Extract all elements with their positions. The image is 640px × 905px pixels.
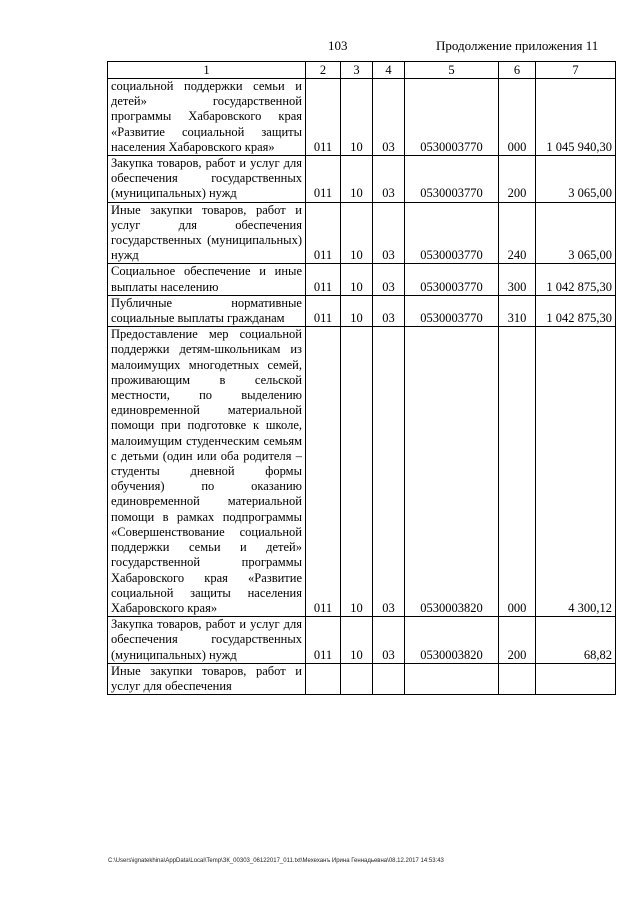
row-code-subsection: 03 [373, 79, 405, 156]
row-code-target [405, 663, 499, 694]
row-code-subsection [373, 663, 405, 694]
row-code-admin: 011 [306, 156, 341, 203]
row-amount: 3 065,00 [536, 156, 616, 203]
column-header: 5 [405, 62, 499, 79]
row-code-section: 10 [341, 617, 373, 664]
column-header: 7 [536, 62, 616, 79]
column-header: 1 [108, 62, 306, 79]
row-amount: 68,82 [536, 617, 616, 664]
row-code-subsection: 03 [373, 156, 405, 203]
row-code-expense: 000 [499, 79, 536, 156]
table-row [108, 617, 616, 664]
row-name: Публичные нормативные социальные выплаты гражданам [108, 295, 306, 326]
row-code-expense: 200 [499, 156, 536, 203]
row-code-target: 0530003770 [405, 156, 499, 203]
row-name: Иные закупки товаров, работ и услуг для обеспечения государственных (муниципальных) нужд [108, 202, 306, 264]
row-code-expense: 240 [499, 202, 536, 264]
row-code-subsection: 03 [373, 202, 405, 264]
row-code-admin: 011 [306, 617, 341, 664]
row-code-target: 0530003770 [405, 295, 499, 326]
row-code-admin: 011 [306, 264, 341, 295]
table-row [108, 295, 616, 326]
table-row [108, 264, 616, 295]
row-code-admin: 011 [306, 202, 341, 264]
row-code-section: 10 [341, 264, 373, 295]
row-code-section: 10 [341, 327, 373, 617]
row-code-section [341, 663, 373, 694]
row-code-expense: 310 [499, 295, 536, 326]
row-code-admin: 011 [306, 79, 341, 156]
row-amount [536, 663, 616, 694]
row-name: социальной поддержки семьи и детей» государственной программы Хабаровского края «Развитие социальной защиты населения Хабаровского края» [108, 79, 306, 156]
row-code-section: 10 [341, 295, 373, 326]
table-row [108, 202, 616, 264]
column-header: 6 [499, 62, 536, 79]
row-code-admin: 011 [306, 327, 341, 617]
row-name: Иные закупки товаров, работ и услуг для обеспечения [108, 663, 306, 694]
row-amount: 1 042 875,30 [536, 264, 616, 295]
row-code-expense: 300 [499, 264, 536, 295]
row-name: Социальное обеспечение и иные выплаты населению [108, 264, 306, 295]
row-amount: 1 042 875,30 [536, 295, 616, 326]
row-name: Закупка товаров, работ и услуг для обеспечения государственных (муниципальных) нужд [108, 617, 306, 664]
file-path-footer: C:\Users\ignatekhina\AppData\Local\Temp\ЗК_00303_06122017_011.txt\Мехеханъ Ирина Геннадьевна\08.12.2017 14:53:43 [108, 858, 444, 864]
row-amount: 1 045 940,30 [536, 79, 616, 156]
row-code-section: 10 [341, 156, 373, 203]
row-amount: 3 065,00 [536, 202, 616, 264]
row-name: Закупка товаров, работ и услуг для обеспечения государственных (муниципальных) нужд [108, 156, 306, 203]
row-name: Предоставление мер социальной поддержки детям-школьникам из малоимущих многодетных семей, проживающим в сельской местности, по выделению единовременной материальной помощи при подготовке к школе, малоимущим студенческим семьям с детьми (один или оба родителя – студенты дневной формы обучения) по оказанию единовременной материальной помощи в рамках подпрограммы «Совершенствование социальной поддержки семьи и детей» государственной программы Хабаровского края «Развитие социальной защиты населения Хабаровского края» [108, 327, 306, 617]
table-row [108, 156, 616, 203]
row-code-target: 0530003770 [405, 264, 499, 295]
row-code-admin: 011 [306, 295, 341, 326]
row-code-target: 0530003770 [405, 202, 499, 264]
column-header: 2 [306, 62, 341, 79]
row-code-subsection: 03 [373, 295, 405, 326]
column-header: 3 [341, 62, 373, 79]
row-code-expense: 200 [499, 617, 536, 664]
table-row [108, 327, 616, 617]
budget-table [107, 61, 616, 695]
row-code-target: 0530003820 [405, 327, 499, 617]
table-row [108, 79, 616, 156]
row-code-subsection: 03 [373, 264, 405, 295]
row-code-target: 0530003770 [405, 79, 499, 156]
table-row [108, 663, 616, 694]
row-code-section: 10 [341, 79, 373, 156]
page-number: 103 [328, 38, 348, 53]
row-code-admin [306, 663, 341, 694]
row-code-subsection: 03 [373, 327, 405, 617]
column-header: 4 [373, 62, 405, 79]
continuation-label: Продолжение приложения 11 [436, 38, 599, 53]
row-code-target: 0530003820 [405, 617, 499, 664]
row-code-section: 10 [341, 202, 373, 264]
row-code-expense [499, 663, 536, 694]
row-code-expense: 000 [499, 327, 536, 617]
column-number-row [108, 62, 616, 79]
row-code-subsection: 03 [373, 617, 405, 664]
row-amount: 4 300,12 [536, 327, 616, 617]
